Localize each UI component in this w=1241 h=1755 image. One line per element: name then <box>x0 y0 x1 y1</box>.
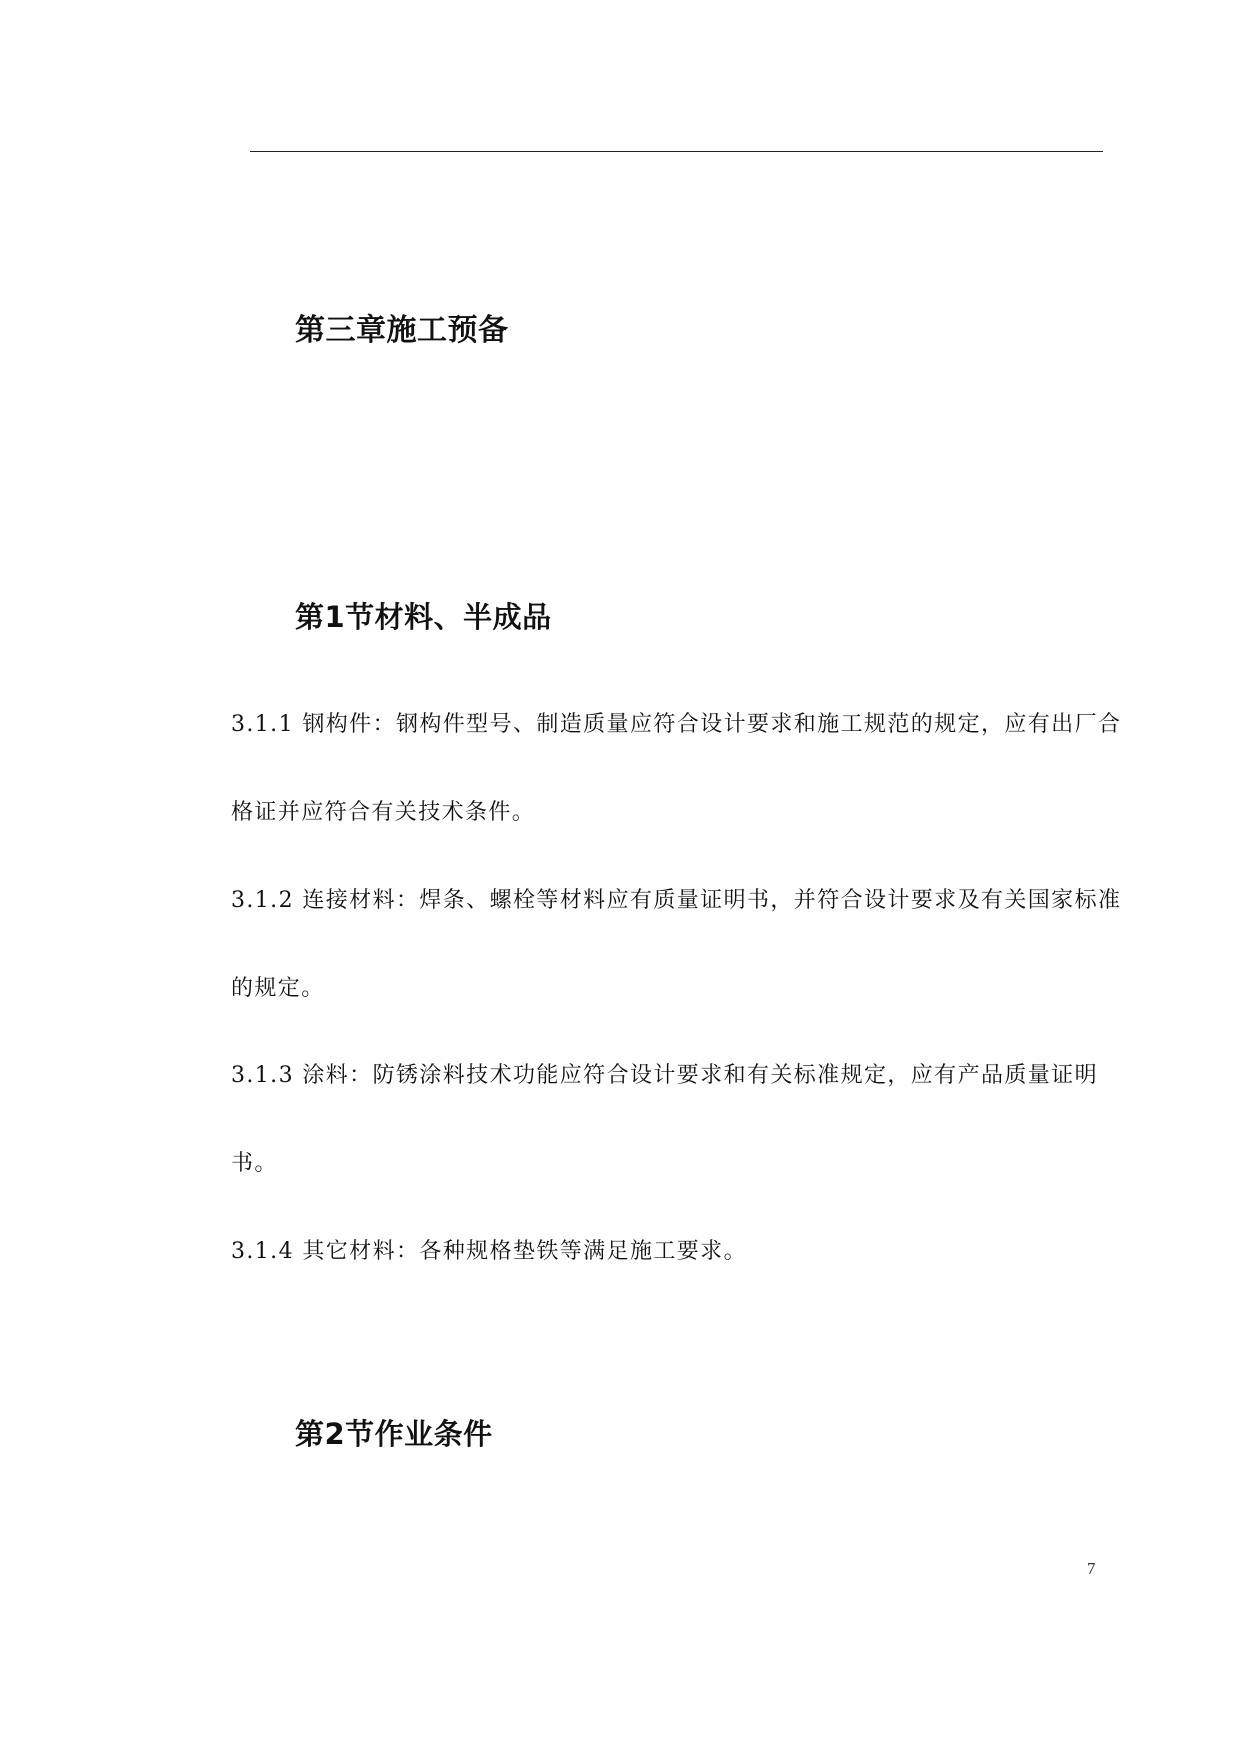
header-rule <box>250 151 1103 152</box>
paragraph-3-1-1: 3.1.1 钢构件：钢构件型号、制造质量应符合设计要求和施工规范的规定，应有出厂合格证并应符合有关技术条件。 <box>231 712 1122 825</box>
chapter-title: 第三章施工预备 <box>295 313 509 348</box>
section-title-1: 第1节材料、半成品 <box>295 600 552 634</box>
paragraph-3-1-4: 3.1.4 其它材料：各种规格垫铁等满足施工要求。 <box>231 1239 747 1264</box>
page-number: 7 <box>1087 1559 1096 1578</box>
paragraph-3-1-2: 3.1.2 连接材料：焊条、螺栓等材料应有质量证明书，并符合设计要求及有关国家标准的规定。 <box>231 888 1122 1001</box>
paragraph-3-1-3: 3.1.3 涂料：防锈涂料技术功能应符合设计要求和有关标准规定，应有产品质量证明书。 <box>231 1063 1098 1176</box>
section-title-2: 第2节作业条件 <box>295 1417 493 1451</box>
